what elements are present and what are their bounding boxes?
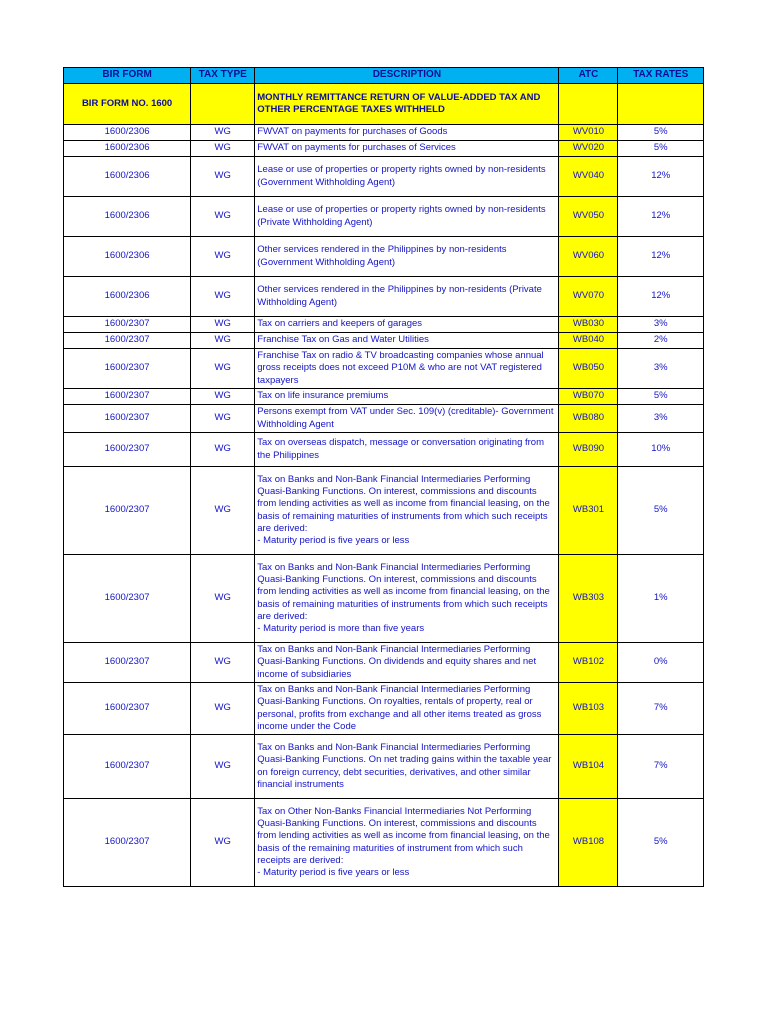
form-cell: 1600/2306 [64,125,191,141]
table-row [64,683,704,735]
atc-cell: WB040 [559,333,618,349]
description-cell: FWVAT on payments for purchases of Services [255,141,559,157]
description-cell: Tax on Banks and Non-Bank Financial Intermediaries Performing Quasi-Banking Functions. On net trading gains within the taxable year on foreign currency, debt securities, derivatives, and other similar financial instruments [255,735,559,799]
description-cell: Tax on carriers and keepers of garages [255,317,559,333]
form-cell: 1600/2307 [64,389,191,405]
table-row [64,157,704,197]
tax-type-cell: WG [191,157,255,197]
table-row [64,643,704,683]
bir-atc-table [63,67,704,887]
form-cell: 1600/2307 [64,317,191,333]
description-cell: Persons exempt from VAT under Sec. 109(v) (creditable)- Government Withholding Agent [255,405,559,433]
form-cell: 1600/2307 [64,333,191,349]
tax-rate-cell: 5% [618,141,704,157]
form-cell: 1600/2307 [64,555,191,643]
tax-rate-cell: 5% [618,467,704,555]
atc-cell: WB104 [559,735,618,799]
table-row [64,735,704,799]
description-cell: Tax on Banks and Non-Bank Financial Intermediaries Performing Quasi-Banking Functions. On interest, commissions and discounts from lending activities as well as income from financial leasing, on the basis of remaining maturities of instruments from which such receipts are derived: - Maturity period is more than five years [255,555,559,643]
table-row [64,389,704,405]
description-cell: Franchise Tax on radio & TV broadcasting companies whose annual gross receipts does not exceed P10M & who are not VAT registered taxpayers [255,349,559,389]
form-cell: 1600/2306 [64,141,191,157]
table-row [64,555,704,643]
form-cell: 1600/2306 [64,157,191,197]
description-cell: Tax on Other Non-Banks Financial Intermediaries Not Performing Quasi-Banking Functions. On interest, commissions and discounts from lending activities as well as income from financial leasing, on the basis of the remaining maturities of instrument from which such receipts are derived: - Maturity period is five years or less [255,799,559,887]
atc-cell: WB108 [559,799,618,887]
form-number-cell: BIR FORM NO. 1600 [64,84,191,125]
form-cell: 1600/2307 [64,467,191,555]
atc-cell: WB070 [559,389,618,405]
description-cell: Lease or use of properties or property rights owned by non-residents (Private Withholding Agent) [255,197,559,237]
atc-cell: WV060 [559,237,618,277]
atc-cell: WV070 [559,277,618,317]
tax-type-cell: WG [191,683,255,735]
atc-cell: WV050 [559,197,618,237]
tax-type-cell: WG [191,277,255,317]
atc-cell: WB090 [559,433,618,467]
atc-cell: WB102 [559,643,618,683]
description-cell: Lease or use of properties or property rights owned by non-residents (Government Withholding Agent) [255,157,559,197]
form-cell: 1600/2307 [64,405,191,433]
form-cell: 1600/2307 [64,349,191,389]
description-cell: Other services rendered in the Philippines by non-residents (Private Withholding Agent) [255,277,559,317]
form-cell: 1600/2307 [64,799,191,887]
tax-type-cell: WG [191,349,255,389]
tax-type-cell: WG [191,317,255,333]
form-cell: 1600/2306 [64,277,191,317]
form-atc-cell [559,84,618,125]
table-row [64,317,704,333]
table-row [64,125,704,141]
tax-type-cell: WG [191,141,255,157]
tax-rate-cell: 3% [618,349,704,389]
form-cell: 1600/2307 [64,683,191,735]
tax-type-cell: WG [191,125,255,141]
tax-type-cell: WG [191,197,255,237]
tax-type-cell: WG [191,467,255,555]
header-row [64,68,704,84]
table-row [64,799,704,887]
tax-rate-cell: 7% [618,735,704,799]
table-row [64,197,704,237]
tax-rate-cell: 12% [618,157,704,197]
tax-rate-cell: 12% [618,237,704,277]
header-description: DESCRIPTION [255,68,559,84]
atc-cell: WV020 [559,141,618,157]
tax-type-cell: WG [191,799,255,887]
form-description-cell: MONTHLY REMITTANCE RETURN OF VALUE-ADDED TAX AND OTHER PERCENTAGE TAXES WITHHELD [255,84,559,125]
form-cell: 1600/2306 [64,237,191,277]
table-row [64,433,704,467]
header-bir-form: BIR FORM [64,68,191,84]
header-tax-type: TAX TYPE [191,68,255,84]
tax-type-cell: WG [191,555,255,643]
atc-cell: WB301 [559,467,618,555]
tax-rate-cell: 5% [618,125,704,141]
form-rate-cell [618,84,704,125]
tax-rate-cell: 12% [618,277,704,317]
description-cell: Tax on overseas dispatch, message or conversation originating from the Philippines [255,433,559,467]
header-tax-rates: TAX RATES [618,68,704,84]
atc-cell: WV040 [559,157,618,197]
table-row [64,349,704,389]
tax-rate-cell: 2% [618,333,704,349]
tax-rate-cell: 5% [618,799,704,887]
tax-rate-cell: 0% [618,643,704,683]
tax-type-cell: WG [191,333,255,349]
atc-cell: WB103 [559,683,618,735]
table-row [64,141,704,157]
atc-cell: WB303 [559,555,618,643]
tax-rate-cell: 3% [618,317,704,333]
tax-type-cell: WG [191,237,255,277]
atc-cell: WB030 [559,317,618,333]
tax-rate-cell: 5% [618,389,704,405]
atc-cell: WB050 [559,349,618,389]
table-row [64,237,704,277]
tax-rate-cell: 1% [618,555,704,643]
table-row [64,333,704,349]
tax-rate-cell: 7% [618,683,704,735]
form-cell: 1600/2306 [64,197,191,237]
tax-type-cell: WG [191,389,255,405]
description-cell: Tax on life insurance premiums [255,389,559,405]
form-cell: 1600/2307 [64,643,191,683]
form-type-cell [191,84,255,125]
description-cell: FWVAT on payments for purchases of Goods [255,125,559,141]
tax-type-cell: WG [191,405,255,433]
table-row [64,405,704,433]
tax-rate-cell: 12% [618,197,704,237]
tax-type-cell: WG [191,643,255,683]
table-row [64,277,704,317]
tax-type-cell: WG [191,735,255,799]
header-atc: ATC [559,68,618,84]
atc-cell: WB080 [559,405,618,433]
form-cell: 1600/2307 [64,735,191,799]
form-cell: 1600/2307 [64,433,191,467]
form-title-row [64,84,704,125]
tax-type-cell: WG [191,433,255,467]
description-cell: Tax on Banks and Non-Bank Financial Intermediaries Performing Quasi-Banking Functions. On dividends and equity shares and net income of subsidiaries [255,643,559,683]
description-cell: Tax on Banks and Non-Bank Financial Intermediaries Performing Quasi-Banking Functions. On interest, commissions and discounts from lending activities as well as income from financial leasing, on the basis of remaining maturities of instruments from which such receipts are derived: - Maturity period is five years or less [255,467,559,555]
table-row [64,467,704,555]
description-cell: Tax on Banks and Non-Bank Financial Intermediaries Performing Quasi-Banking Functions. On royalties, rentals of property, real or personal, profits from exchange and all other items treated as gross income under the Code [255,683,559,735]
atc-cell: WV010 [559,125,618,141]
tax-rate-cell: 10% [618,433,704,467]
description-cell: Other services rendered in the Philippines by non-residents (Government Withholding Agent) [255,237,559,277]
tax-rate-cell: 3% [618,405,704,433]
description-cell: Franchise Tax on Gas and Water Utilities [255,333,559,349]
